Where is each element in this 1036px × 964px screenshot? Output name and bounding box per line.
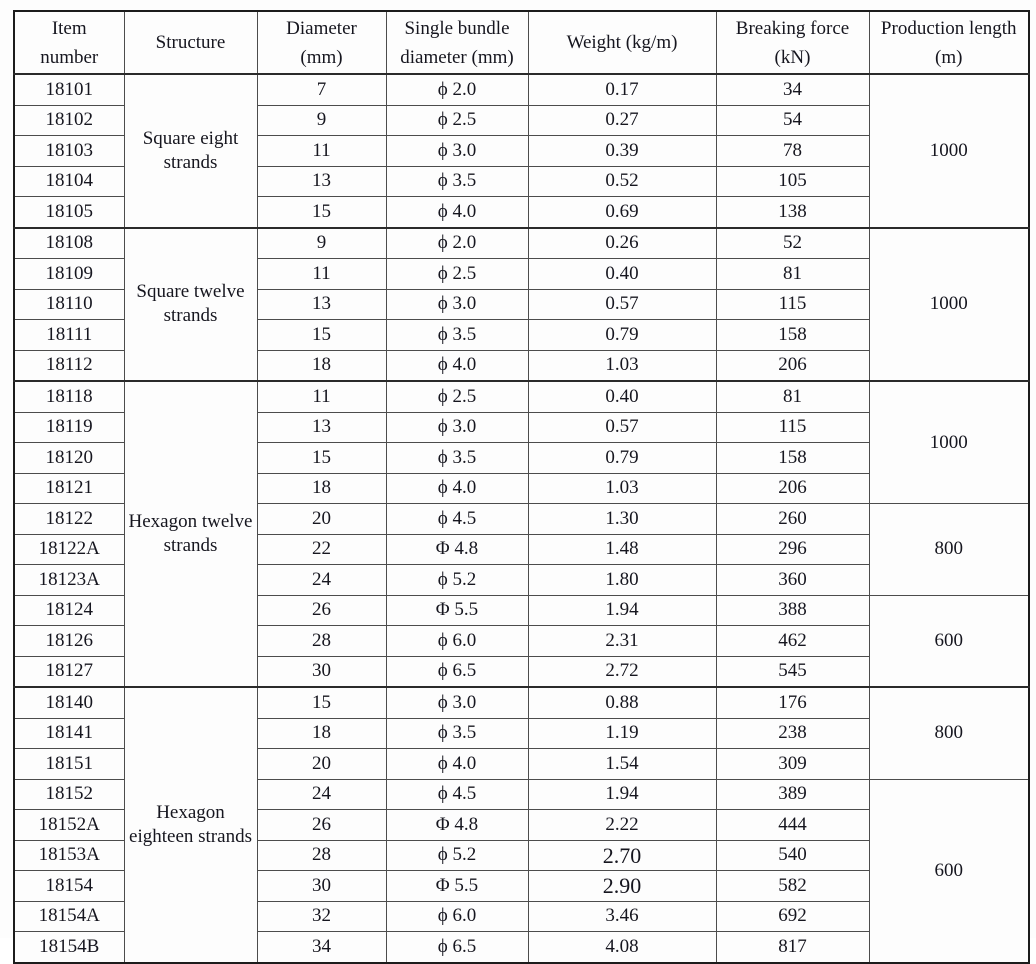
- diameter-cell: 11: [257, 381, 386, 412]
- header-label: Breaking force: [735, 17, 850, 39]
- breaking-force-cell: 238: [716, 718, 869, 749]
- item-number-cell: 18101: [14, 74, 124, 105]
- weight-cell: 0.26: [528, 228, 716, 259]
- bundle-diameter-cell: ϕ 3.0: [386, 687, 528, 718]
- diameter-cell: 15: [257, 687, 386, 718]
- table-header: [14, 11, 1029, 74]
- item-number-cell: 18109: [14, 259, 124, 290]
- item-number-cell: 18118: [14, 381, 124, 412]
- weight-cell: 0.69: [528, 197, 716, 228]
- structure-label: strands: [163, 535, 218, 556]
- diameter-cell: 11: [257, 136, 386, 167]
- production-length-cell: 1000: [869, 381, 1029, 504]
- diameter-cell: 24: [257, 565, 386, 596]
- col-header-diameter: [257, 11, 386, 74]
- item-number-cell: 18122: [14, 504, 124, 535]
- header-label: Weight (kg/m): [566, 32, 678, 53]
- breaking-force-cell: 115: [716, 412, 869, 443]
- item-number-cell: 18126: [14, 626, 124, 657]
- weight-cell: 2.70: [528, 840, 716, 871]
- weight-cell: 2.31: [528, 626, 716, 657]
- diameter-cell: 32: [257, 901, 386, 932]
- bundle-diameter-cell: Φ 5.5: [386, 595, 528, 626]
- bundle-diameter-cell: ϕ 2.5: [386, 259, 528, 290]
- header-row: [14, 11, 1029, 74]
- bundle-diameter-cell: ϕ 3.5: [386, 718, 528, 749]
- diameter-cell: 7: [257, 74, 386, 105]
- weight-cell: 0.52: [528, 166, 716, 197]
- header-label: Item: [51, 17, 87, 39]
- breaking-force-cell: 360: [716, 565, 869, 596]
- production-length-cell: 1000: [869, 74, 1029, 228]
- structure-label: strands: [163, 151, 218, 173]
- breaking-force-cell: 52: [716, 228, 869, 259]
- diameter-cell: 13: [257, 166, 386, 197]
- diameter-cell: 26: [257, 810, 386, 841]
- breaking-force-cell: 138: [716, 197, 869, 228]
- item-number-cell: 18112: [14, 350, 124, 381]
- breaking-force-cell: 81: [716, 259, 869, 290]
- item-number-cell: 18102: [14, 105, 124, 136]
- diameter-cell: 11: [257, 259, 386, 290]
- diameter-cell: 13: [257, 412, 386, 443]
- structure-label: Square twelve: [136, 281, 245, 303]
- diameter-cell: 30: [257, 871, 386, 902]
- diameter-cell: 26: [257, 595, 386, 626]
- bundle-diameter-cell: ϕ 4.0: [386, 197, 528, 228]
- structure-cell: [124, 74, 257, 228]
- bundle-diameter-cell: ϕ 3.0: [386, 136, 528, 167]
- breaking-force-cell: 545: [716, 656, 869, 687]
- table-row: [14, 687, 1029, 718]
- weight-cell: 0.40: [528, 381, 716, 412]
- breaking-force-cell: 260: [716, 504, 869, 535]
- weight-cell: 4.08: [528, 932, 716, 963]
- bundle-diameter-cell: ϕ 4.0: [386, 350, 528, 381]
- diameter-cell: 15: [257, 320, 386, 351]
- item-number-cell: 18153A: [14, 840, 124, 871]
- weight-cell: 2.22: [528, 810, 716, 841]
- diameter-cell: 22: [257, 534, 386, 565]
- weight-cell: 1.54: [528, 749, 716, 780]
- header-label: diameter (mm): [400, 46, 514, 68]
- bundle-diameter-cell: ϕ 4.0: [386, 473, 528, 504]
- structure-cell: [124, 228, 257, 382]
- structure-label: Square eight: [142, 127, 239, 149]
- diameter-cell: 20: [257, 504, 386, 535]
- bundle-diameter-cell: ϕ 2.0: [386, 228, 528, 259]
- bundle-diameter-cell: Φ 4.8: [386, 810, 528, 841]
- weight-cell: 0.88: [528, 687, 716, 718]
- col-header-structure: [124, 11, 257, 74]
- breaking-force-cell: 176: [716, 687, 869, 718]
- header-label: Diameter: [286, 17, 357, 39]
- weight-cell: 1.48: [528, 534, 716, 565]
- bundle-diameter-cell: Φ 4.8: [386, 534, 528, 565]
- item-number-cell: 18103: [14, 136, 124, 167]
- diameter-cell: 24: [257, 779, 386, 810]
- item-number-cell: 18141: [14, 718, 124, 749]
- item-number-cell: 18152A: [14, 810, 124, 841]
- diameter-cell: 15: [257, 443, 386, 474]
- structure-label: Hexagon twelve: [128, 511, 253, 532]
- header-label: Production length: [880, 17, 1017, 39]
- weight-cell: 0.57: [528, 289, 716, 320]
- col-header-weight: [528, 11, 716, 74]
- bundle-diameter-cell: ϕ 5.2: [386, 840, 528, 871]
- production-length-cell: 800: [869, 504, 1029, 596]
- bundle-diameter-cell: ϕ 2.0: [386, 74, 528, 105]
- bundle-diameter-cell: ϕ 4.0: [386, 749, 528, 780]
- weight-cell: 1.30: [528, 504, 716, 535]
- breaking-force-cell: 34: [716, 74, 869, 105]
- production-length-cell: 600: [869, 779, 1029, 963]
- breaking-force-cell: 540: [716, 840, 869, 871]
- item-number-cell: 18108: [14, 228, 124, 259]
- header-label: (m): [935, 46, 963, 68]
- weight-cell: 2.72: [528, 656, 716, 687]
- weight-cell: 1.94: [528, 595, 716, 626]
- bundle-diameter-cell: ϕ 6.0: [386, 901, 528, 932]
- item-number-cell: 18110: [14, 289, 124, 320]
- bundle-diameter-cell: ϕ 6.0: [386, 626, 528, 657]
- item-number-cell: 18154B: [14, 932, 124, 963]
- weight-cell: 0.27: [528, 105, 716, 136]
- item-number-cell: 18111: [14, 320, 124, 351]
- weight-cell: 0.79: [528, 443, 716, 474]
- col-header-production-length: [869, 11, 1029, 74]
- diameter-cell: 9: [257, 105, 386, 136]
- production-length-cell: 1000: [869, 228, 1029, 382]
- table-body: [14, 74, 1029, 963]
- bundle-diameter-cell: ϕ 3.0: [386, 412, 528, 443]
- breaking-force-cell: 115: [716, 289, 869, 320]
- header-label: (kN): [774, 46, 811, 68]
- item-number-cell: 18154A: [14, 901, 124, 932]
- header-label: Single bundle: [404, 17, 510, 39]
- col-header-item-number: [14, 11, 124, 74]
- breaking-force-cell: 81: [716, 381, 869, 412]
- breaking-force-cell: 582: [716, 871, 869, 902]
- breaking-force-cell: 309: [716, 749, 869, 780]
- structure-cell: [124, 687, 257, 963]
- header-label: (mm): [300, 46, 343, 68]
- diameter-cell: 15: [257, 197, 386, 228]
- breaking-force-cell: 158: [716, 443, 869, 474]
- breaking-force-cell: 206: [716, 473, 869, 504]
- diameter-cell: 13: [257, 289, 386, 320]
- weight-cell: 1.19: [528, 718, 716, 749]
- diameter-cell: 18: [257, 350, 386, 381]
- diameter-cell: 30: [257, 656, 386, 687]
- weight-cell: 1.03: [528, 350, 716, 381]
- breaking-force-cell: 389: [716, 779, 869, 810]
- item-number-cell: 18104: [14, 166, 124, 197]
- col-header-breaking-force: [716, 11, 869, 74]
- weight-cell: 0.39: [528, 136, 716, 167]
- breaking-force-cell: 206: [716, 350, 869, 381]
- breaking-force-cell: 692: [716, 901, 869, 932]
- diameter-cell: 9: [257, 228, 386, 259]
- table-row: [14, 228, 1029, 259]
- header-label: number: [40, 46, 99, 68]
- item-number-cell: 18119: [14, 412, 124, 443]
- weight-cell: 2.90: [528, 871, 716, 902]
- bundle-diameter-cell: ϕ 3.5: [386, 166, 528, 197]
- diameter-cell: 18: [257, 718, 386, 749]
- production-length-cell: 600: [869, 595, 1029, 687]
- diameter-cell: 28: [257, 840, 386, 871]
- weight-cell: 1.03: [528, 473, 716, 504]
- weight-cell: 0.57: [528, 412, 716, 443]
- table-row: [14, 74, 1029, 105]
- item-number-cell: 18123A: [14, 565, 124, 596]
- table-row: [14, 381, 1029, 412]
- item-number-cell: 18151: [14, 749, 124, 780]
- bundle-diameter-cell: ϕ 3.5: [386, 443, 528, 474]
- weight-cell: 3.46: [528, 901, 716, 932]
- weight-cell: 0.17: [528, 74, 716, 105]
- breaking-force-cell: 158: [716, 320, 869, 351]
- bundle-diameter-cell: ϕ 4.5: [386, 504, 528, 535]
- structure-label: strands: [163, 305, 218, 327]
- item-number-cell: 18121: [14, 473, 124, 504]
- weight-cell: 1.94: [528, 779, 716, 810]
- item-number-cell: 18122A: [14, 534, 124, 565]
- breaking-force-cell: 105: [716, 166, 869, 197]
- item-number-cell: 18152: [14, 779, 124, 810]
- bundle-diameter-cell: ϕ 6.5: [386, 932, 528, 963]
- item-number-cell: 18120: [14, 443, 124, 474]
- breaking-force-cell: 54: [716, 105, 869, 136]
- production-length-cell: 800: [869, 687, 1029, 779]
- breaking-force-cell: 444: [716, 810, 869, 841]
- item-number-cell: 18105: [14, 197, 124, 228]
- weight-cell: 1.80: [528, 565, 716, 596]
- bundle-diameter-cell: ϕ 3.0: [386, 289, 528, 320]
- bundle-diameter-cell: ϕ 4.5: [386, 779, 528, 810]
- structure-cell: [124, 381, 257, 687]
- breaking-force-cell: 817: [716, 932, 869, 963]
- weight-cell: 0.40: [528, 259, 716, 290]
- bundle-diameter-cell: Φ 5.5: [386, 871, 528, 902]
- structure-label: Hexagon: [156, 801, 225, 823]
- item-number-cell: 18140: [14, 687, 124, 718]
- bundle-diameter-cell: ϕ 2.5: [386, 381, 528, 412]
- structure-label: eighteen strands: [129, 825, 252, 847]
- diameter-cell: 34: [257, 932, 386, 963]
- bundle-diameter-cell: ϕ 6.5: [386, 656, 528, 687]
- item-number-cell: 18124: [14, 595, 124, 626]
- item-number-cell: 18154: [14, 871, 124, 902]
- header-label: Structure: [155, 32, 226, 53]
- breaking-force-cell: 78: [716, 136, 869, 167]
- item-number-cell: 18127: [14, 656, 124, 687]
- bundle-diameter-cell: ϕ 3.5: [386, 320, 528, 351]
- diameter-cell: 18: [257, 473, 386, 504]
- breaking-force-cell: 296: [716, 534, 869, 565]
- diameter-cell: 28: [257, 626, 386, 657]
- col-header-single-bundle-diameter: [386, 11, 528, 74]
- weight-cell: 0.79: [528, 320, 716, 351]
- bundle-diameter-cell: ϕ 2.5: [386, 105, 528, 136]
- breaking-force-cell: 388: [716, 595, 869, 626]
- breaking-force-cell: 462: [716, 626, 869, 657]
- bundle-diameter-cell: ϕ 5.2: [386, 565, 528, 596]
- diameter-cell: 20: [257, 749, 386, 780]
- product-spec-table: [13, 10, 1030, 964]
